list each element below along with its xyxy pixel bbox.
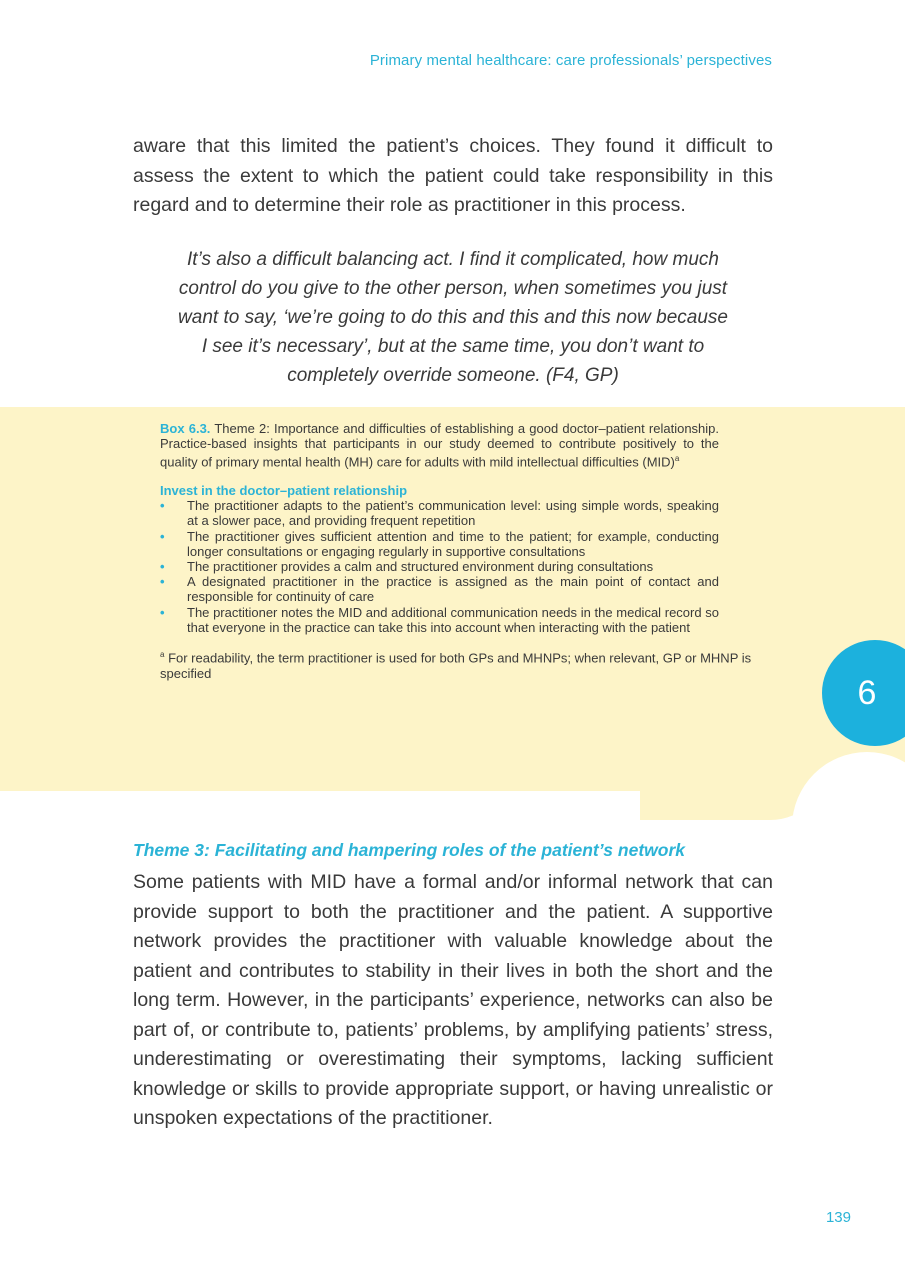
list-item-text: The practitioner provides a calm and structured environment during consultations <box>187 558 654 574</box>
box-footnote-text: For readability, the term practitioner is used for both GPs and MHNPs; when relevant, GP or MHNP is specified <box>160 650 752 681</box>
intro-paragraph: aware that this limited the patient’s choices. They found it difficult to assess the extent to which the patient could take responsibility in this regard and to determine their role as practitioner in this process. <box>133 135 773 216</box>
bullet-icon: • <box>160 528 165 544</box>
list-item <box>160 529 719 559</box>
block-quote: It’s also a difficult balancing act. I find it complicated, how much control do you give to the other person, when sometimes you just want to say, ‘we’re going to do this and this and this now because I see it’s necessary’, but at the same time, you don’t want to completely override someone. (F4, GP) <box>178 249 728 386</box>
list-item <box>160 605 719 635</box>
list-item-text: The practitioner gives sufficient attention and time to the patient; for example, conducting longer consultations or engaging regularly in supportive consultations <box>187 528 719 559</box>
box-6-3 <box>160 421 752 681</box>
bullet-icon: • <box>160 498 165 514</box>
box-caption <box>160 421 719 470</box>
box-label: Box 6.3. <box>160 421 211 436</box>
box-heading: Invest in the doctor–patient relationship <box>160 482 408 498</box>
bullet-icon: • <box>160 574 165 590</box>
chapter-number: 6 <box>857 673 877 712</box>
page-number: 139 <box>825 1209 851 1226</box>
bullet-icon: • <box>160 604 165 620</box>
list-item-text: A designated practitioner in the practice is assigned as the main point of contact and responsible for continuity of care <box>187 574 719 605</box>
box-footnote-superscript: a <box>160 649 165 659</box>
list-item <box>160 498 719 528</box>
section-paragraph: Some patients with MID have a formal and/or informal network that can provide support to both the practitioner and the patient. A supportive network provides the practitioner with valuable knowledge about the patient and contributes to stability in their lives in both the short and the long term. However, in the participants’ experience, networks can also be part of, or contribute to, patients’ problems, by amplifying patients’ stress, underestimating or overestimating their symptoms, lacking sufficient knowledge or skills to provide appropriate support, or having unrealistic or unspoken expectations of the practitioner. <box>133 871 773 1129</box>
list-item-text: The practitioner adapts to the patient’s communication level: using simple words, speaking at a slower pace, and providing frequent repetition <box>187 498 719 529</box>
box-caption-superscript: a <box>674 454 680 464</box>
running-header: Primary mental healthcare: care professionals’ perspectives <box>369 52 772 69</box>
bullet-icon: • <box>160 558 165 574</box>
section-heading: Theme 3: Facilitating and hampering roles of the patient’s network <box>133 840 685 860</box>
list-item <box>160 559 719 574</box>
box-footnote <box>160 647 772 681</box>
box-caption-text: Theme 2: Importance and difficulties of establishing a good doctor–patient relationship. Practice-based insights that participants in our study deemed to contribute positively to the quality of primary mental health (MH) care for adults with mild intellectual difficulties (MID) <box>160 421 720 470</box>
box-bullet-list <box>160 498 719 635</box>
list-item-text: The practitioner notes the MID and additional communication needs in the medical record so that everyone in the practice can take this into account when interacting with the patient <box>187 604 719 635</box>
list-item <box>160 574 719 604</box>
